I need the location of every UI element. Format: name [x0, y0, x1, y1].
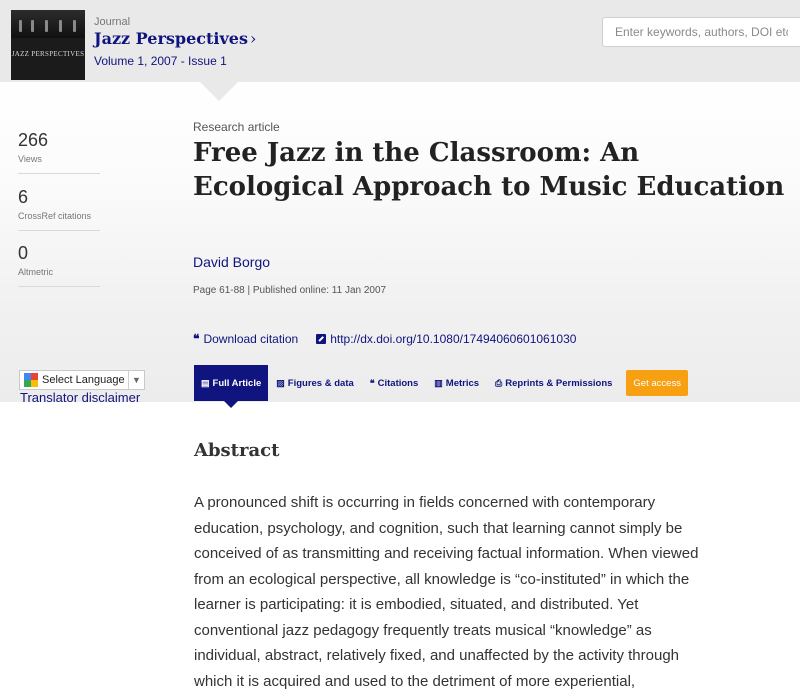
language-select-label: Select Language — [42, 374, 125, 386]
tab-full-article[interactable] — [194, 365, 268, 401]
tab-label: Reprints & Permissions — [505, 377, 613, 389]
quote-icon: ❝ — [193, 332, 200, 346]
bar-chart-icon: ▥ — [434, 377, 443, 388]
article-links — [193, 332, 576, 346]
journal-cover-image[interactable] — [11, 10, 85, 80]
image-icon: ▨ — [276, 377, 285, 388]
cover-artwork — [11, 10, 85, 38]
metric-crossref[interactable] — [18, 187, 100, 231]
chevron-right-icon: › — [249, 29, 257, 48]
abstract-line: A pronounced shift is occurring in fields concerned with contemporary — [194, 494, 656, 511]
metric-label: Altmetric — [18, 267, 54, 277]
abstract-line: which it is acquired and used to the detriment of more experiential, — [194, 672, 636, 690]
metric-views — [18, 130, 100, 174]
abstract-line: from an ecological perspective, all knowledge is “co-instituted” in which the — [194, 570, 690, 588]
download-citation-link[interactable] — [193, 332, 298, 346]
article-tabs — [194, 364, 688, 402]
tab-metrics[interactable] — [426, 365, 487, 401]
abstract-body — [194, 490, 724, 694]
metric-label: CrossRef citations — [18, 211, 92, 221]
google-translate-icon — [24, 373, 38, 387]
tab-label: Full Article — [212, 377, 262, 389]
translator-disclaimer-link[interactable]: Translator disclaimer — [20, 390, 141, 405]
language-select[interactable] — [19, 370, 145, 390]
external-link-icon — [316, 334, 326, 344]
abstract-line: education, psychology, and cognition, such that learning cannot simply be — [194, 519, 683, 537]
abstract-line: individual, abstract, relatively fixed, and unaffected by the activity through — [194, 647, 680, 664]
article-title: Free Jazz in the Classroom: An Ecological Approach to Music Education — [193, 138, 785, 202]
document-icon: ▤ — [201, 377, 210, 388]
metric-value: 266 — [18, 130, 49, 150]
metric-value: 6 — [18, 187, 29, 207]
header-pointer-notch — [200, 82, 238, 101]
metric-altmetric[interactable] — [18, 243, 100, 287]
journal-name-text: Jazz Perspectives — [94, 29, 248, 48]
tab-label: Citations — [377, 377, 419, 389]
download-citation-label: Download citation — [203, 332, 299, 346]
caret-down-icon: ▼ — [128, 371, 144, 389]
journal-label: Journal — [94, 16, 131, 28]
tab-citations[interactable] — [362, 365, 426, 401]
get-access-button[interactable]: Get access — [626, 370, 688, 396]
abstract-heading: Abstract — [194, 440, 280, 461]
page-info: Page 61-88 | Published online: 11 Jan 2007 — [193, 285, 387, 296]
author-link[interactable]: David Borgo — [193, 254, 271, 270]
search-input[interactable] — [602, 17, 800, 47]
cover-title: JAZZ PERSPECTIVES — [11, 50, 85, 58]
doi-link[interactable] — [316, 332, 576, 346]
doi-link-label: http://dx.doi.org/10.1080/17494060601061030 — [330, 332, 577, 346]
quote-icon: ❝ — [369, 377, 375, 388]
abstract-line: learner is participating: it is embodied, situated, and distributed. Yet — [194, 596, 639, 613]
print-icon: ⎙ — [495, 377, 503, 388]
tab-reprints-permissions[interactable] — [487, 365, 620, 401]
article-hero-background — [0, 82, 800, 402]
journal-name-link[interactable] — [94, 29, 256, 48]
abstract-line: conventional jazz pedagogy frequently treats musical “knowledge” as — [194, 621, 652, 639]
article-type: Research article — [193, 120, 280, 134]
tab-label: Figures & data — [287, 377, 354, 389]
tab-label: Metrics — [445, 377, 480, 389]
tab-figures-data[interactable] — [268, 365, 362, 401]
abstract-line: conceived of as transmitting and receiving factual information. When viewed — [194, 545, 699, 562]
metric-value: 0 — [18, 243, 29, 263]
volume-issue-link[interactable]: Volume 1, 2007 - Issue 1 — [94, 54, 227, 68]
metric-label: Views — [18, 154, 42, 164]
